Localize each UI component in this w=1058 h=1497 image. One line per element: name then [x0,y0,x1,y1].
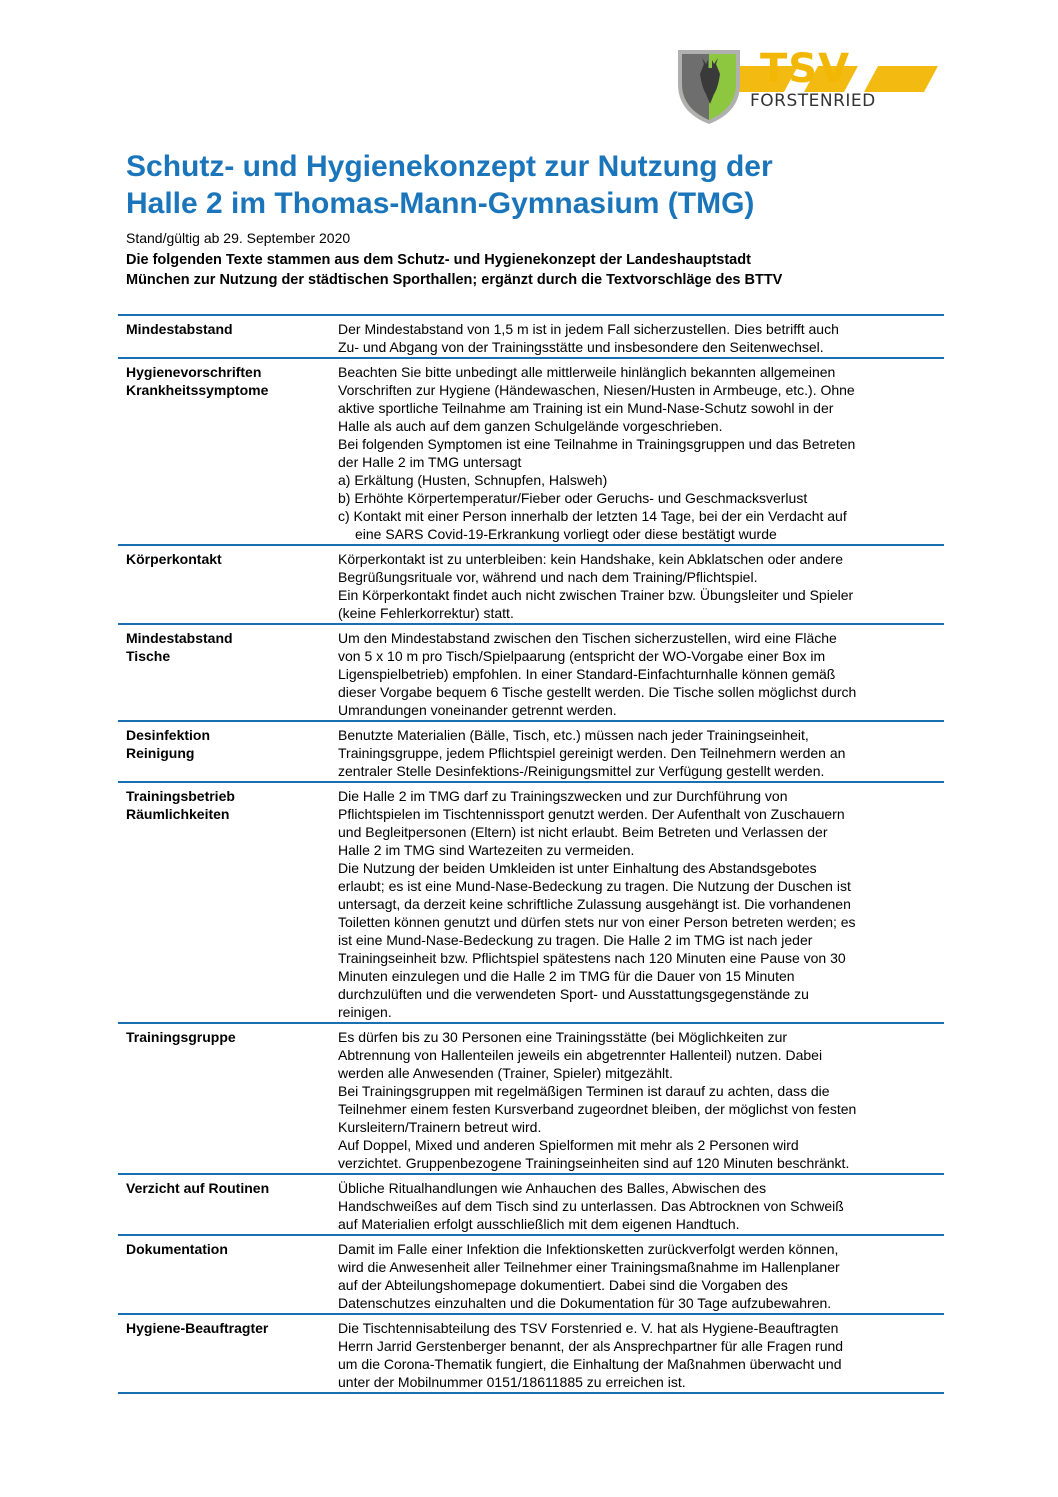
description-line: Vorschriften zur Hygiene (Händewaschen, Niesen/Husten in Armbeuge, etc.). Ohne [338,382,855,398]
description-line: Damit im Falle einer Infektion die Infektionsketten zurückverfolgt werden können, [338,1241,839,1257]
description-line: Die Tischtennisabteilung des TSV Forstenried e. V. hat als Hygiene-Beauftragten [338,1320,839,1336]
description-line: Teilnehmer einem festen Kursverband zugeordnet bleiben, der möglichst von festen [338,1101,857,1117]
description-line: b) Erhöhte Körpertemperatur/Fieber oder Geruchs- und Geschmacksverlust [338,490,808,506]
row-label [118,1314,330,1393]
intro-line-2: München zur Nutzung der städtischen Sporthallen; ergänzt durch die Textvorschläge des BTTV [126,272,783,288]
row-description [330,1235,944,1314]
description-line: Begrüßungsrituale vor, während und nach dem Training/Pflichtspiel. [338,569,758,585]
row-description [330,782,944,1023]
table-row [118,358,944,545]
row-label-line: Trainingsgruppe [126,1029,236,1045]
table-row [118,782,944,1023]
description-line: auf Materialien erfolgt ausschließlich mit dem eigenen Handtuch. [338,1216,740,1232]
row-label [118,624,330,721]
row-description [330,1023,944,1174]
description-line: reinigen. [338,1004,392,1020]
table-row [118,545,944,624]
description-line: Um den Mindestabstand zwischen den Tischen sicherzustellen, wird eine Fläche [338,630,837,646]
validity-date: Stand/gültig ab 29. September 2020 [126,230,351,246]
description-line: werden alle Anwesenden (Trainer, Spieler) mitgezählt. [338,1065,673,1081]
description-line: Datenschutzes einzuhalten und die Dokumentation für 30 Tage aufzubewahren. [338,1295,832,1311]
description-line: durchzulüften und die verwendeten Sport- und Ausstattungsgegenstände zu [338,986,809,1002]
description-line: Körperkontakt ist zu unterbleiben: kein Handshake, kein Abklatschen oder andere [338,551,844,567]
table-row [118,1174,944,1235]
row-label [118,1023,330,1174]
row-description [330,1174,944,1235]
intro-text [126,250,944,290]
description-line: Zu- und Abgang von der Trainingsstätte und insbesondere den Seitenwechsel. [338,339,824,355]
description-line: dieser Vorgabe bequem 6 Tische gestellt werden. Die Tische sollen möglichst durch [338,684,857,700]
description-line: Übliche Ritualhandlungen wie Anhauchen des Balles, Abwischen des [338,1180,767,1196]
table-row [118,721,944,782]
description-line: und Begleitpersonen (Eltern) ist nicht erlaubt. Beim Betreten und Verlassen der [338,824,828,840]
description-line: Die Halle 2 im TMG darf zu Trainingszwecken und zur Durchführung von [338,788,788,804]
description-line: um die Corona-Thematik fungiert, die Einhaltung der Maßnahmen überwacht und [338,1356,842,1372]
description-line: Pflichtspielen im Tischtennissport genutzt werden. Der Aufenthalt von Zuschauern [338,806,845,822]
description-line: Trainingsgruppe, jedem Pflichtspiel gereinigt werden. Den Teilnehmern werden an [338,745,846,761]
row-label [118,782,330,1023]
row-label [118,545,330,624]
row-description [330,624,944,721]
row-label-line: Tische [126,648,171,664]
row-label [118,721,330,782]
description-line: Ein Körperkontakt findet auch nicht zwischen Trainer bzw. Übungsleiter und Spieler [338,587,854,603]
row-description [330,545,944,624]
description-line: Der Mindestabstand von 1,5 m ist in jedem Fall sicherzustellen. Dies betrifft auch [338,321,839,337]
row-label [118,358,330,545]
row-label-line: Hygiene-Beauftragter [126,1320,269,1336]
page-title [126,148,946,222]
table-row [118,624,944,721]
row-description [330,315,944,358]
description-line: erlaubt; es ist eine Mund-Nase-Bedeckung zu tragen. Die Nutzung der Duschen ist [338,878,851,894]
row-label-line: Desinfektion [126,727,211,743]
description-line: Herrn Jarrid Gerstenberger benannt, der als Ansprechpartner für alle Fragen rund [338,1338,844,1354]
title-line-2: Halle 2 im Thomas-Mann-Gymnasium (TMG) [126,187,755,220]
description-line: Handschweißes auf dem Tisch sind zu unterlassen. Das Abtrocknen von Schweiß [338,1198,844,1214]
description-line: Toiletten können genutzt und dürfen stets nur von einer Person betreten werden; es [338,914,856,930]
row-label-line: Hygienevorschriften [126,364,262,380]
description-line: c) Kontakt mit einer Person innerhalb der letzten 14 Tage, bei der ein Verdacht auf [338,508,847,524]
row-label-line: Reinigung [126,745,195,761]
description-line: Trainingseinheit bzw. Pflichtspiel spätestens nach 120 Minuten eine Pause von 30 [338,950,846,966]
description-line: wird die Anwesenheit aller Teilnehmer einer Trainingsmaßnahme im Hallenplaner [338,1259,840,1275]
row-description [330,1314,944,1393]
description-line: Ligenspielbetrieb) empfohlen. In einer Standard-Einfachturnhalle können gemäß [338,666,836,682]
logo-brand-text: TSV [760,46,851,92]
description-line: Halle als auch auf dem ganzen Schulgelände vorgeschrieben. [338,418,723,434]
club-logo [648,44,938,126]
description-line: verzichtet. Gruppenbezogene Trainingseinheiten sind auf 120 Minuten beschränkt. [338,1155,850,1171]
row-label-line: Krankheitssymptome [126,382,269,398]
rules-table [118,314,944,1394]
description-line: von 5 x 10 m pro Tisch/Spielpaarung (entspricht der WO-Vorgabe einer Box im [338,648,826,664]
description-line: (keine Fehlerkorrektur) statt. [338,605,514,621]
description-line: Die Nutzung der beiden Umkleiden ist unter Einhaltung des Abstandsgebotes [338,860,817,876]
row-label-line: Mindestabstand [126,321,233,337]
description-line: Kursleitern/Trainern betreut wird. [338,1119,542,1135]
row-label-line: Trainingsbetrieb [126,788,235,804]
description-line: auf der Abteilungshomepage dokumentiert. Dabei sind die Vorgaben des [338,1277,788,1293]
row-label [118,315,330,358]
table-row [118,1023,944,1174]
description-line: Umrandungen voneinander getrennt werden. [338,702,617,718]
description-line: der Halle 2 im TMG untersagt [338,454,522,470]
intro-line-1: Die folgenden Texte stammen aus dem Schutz- und Hygienekonzept der Landeshauptstadt [126,252,751,268]
description-line: Abtrennung von Hallenteilen jeweils ein abgetrennter Hallenteil) nutzen. Dabei [338,1047,823,1063]
description-line: Minuten einzulegen und die Halle 2 im TMG für die Dauer von 15 Minuten [338,968,795,984]
row-description [330,358,944,545]
title-line-1: Schutz- und Hygienekonzept zur Nutzung der [126,150,773,183]
row-label-line: Räumlichkeiten [126,806,230,822]
description-line: ist eine Mund-Nase-Bedeckung zu tragen. Die Halle 2 im TMG ist nach jeder [338,932,813,948]
row-label-line: Verzicht auf Routinen [126,1180,270,1196]
description-line: Beachten Sie bitte unbedingt alle mittlerweile hinlänglich bekannten allgemeinen [338,364,836,380]
description-line: Auf Doppel, Mixed und anderen Spielformen mit mehr als 2 Personen wird [338,1137,799,1153]
table-row [118,1235,944,1314]
row-description [330,721,944,782]
description-line: aktive sportliche Teilnahme am Training ist ein Mund-Nase-Schutz sowohl in der [338,400,834,416]
description-line: eine SARS Covid-19-Erkrankung vorliegt oder diese bestätigt wurde [355,526,777,542]
description-line: Bei Trainingsgruppen mit regelmäßigen Terminen ist darauf zu achten, dass die [338,1083,830,1099]
description-line: Benutzte Materialien (Bälle, Tisch, etc.) müssen nach jeder Trainingseinheit, [338,727,809,743]
description-line: Bei folgenden Symptomen ist eine Teilnahme in Trainingsgruppen und das Betreten [338,436,856,452]
row-label [118,1235,330,1314]
row-label-line: Dokumentation [126,1241,228,1257]
table-row [118,1314,944,1393]
description-line: untersagt, da derzeit keine schriftliche Zulassung ausgehängt ist. Die vorhandenen [338,896,851,912]
description-line: unter der Mobilnummer 0151/18611885 zu erreichen ist. [338,1374,686,1390]
row-label [118,1174,330,1235]
description-line: a) Erkältung (Husten, Schnupfen, Halsweh) [338,472,608,488]
table-row [118,315,944,358]
row-label-line: Körperkontakt [126,551,222,567]
description-line: zentraler Stelle Desinfektions-/Reinigungsmittel zur Verfügung gestellt werden. [338,763,825,779]
description-line: Es dürfen bis zu 30 Personen eine Trainingsstätte (bei Möglichkeiten zur [338,1029,788,1045]
row-label-line: Mindestabstand [126,630,233,646]
description-line: Halle 2 im TMG sind Wartezeiten zu vermeiden. [338,842,635,858]
logo-subtitle: FORSTENRIED [750,91,876,111]
